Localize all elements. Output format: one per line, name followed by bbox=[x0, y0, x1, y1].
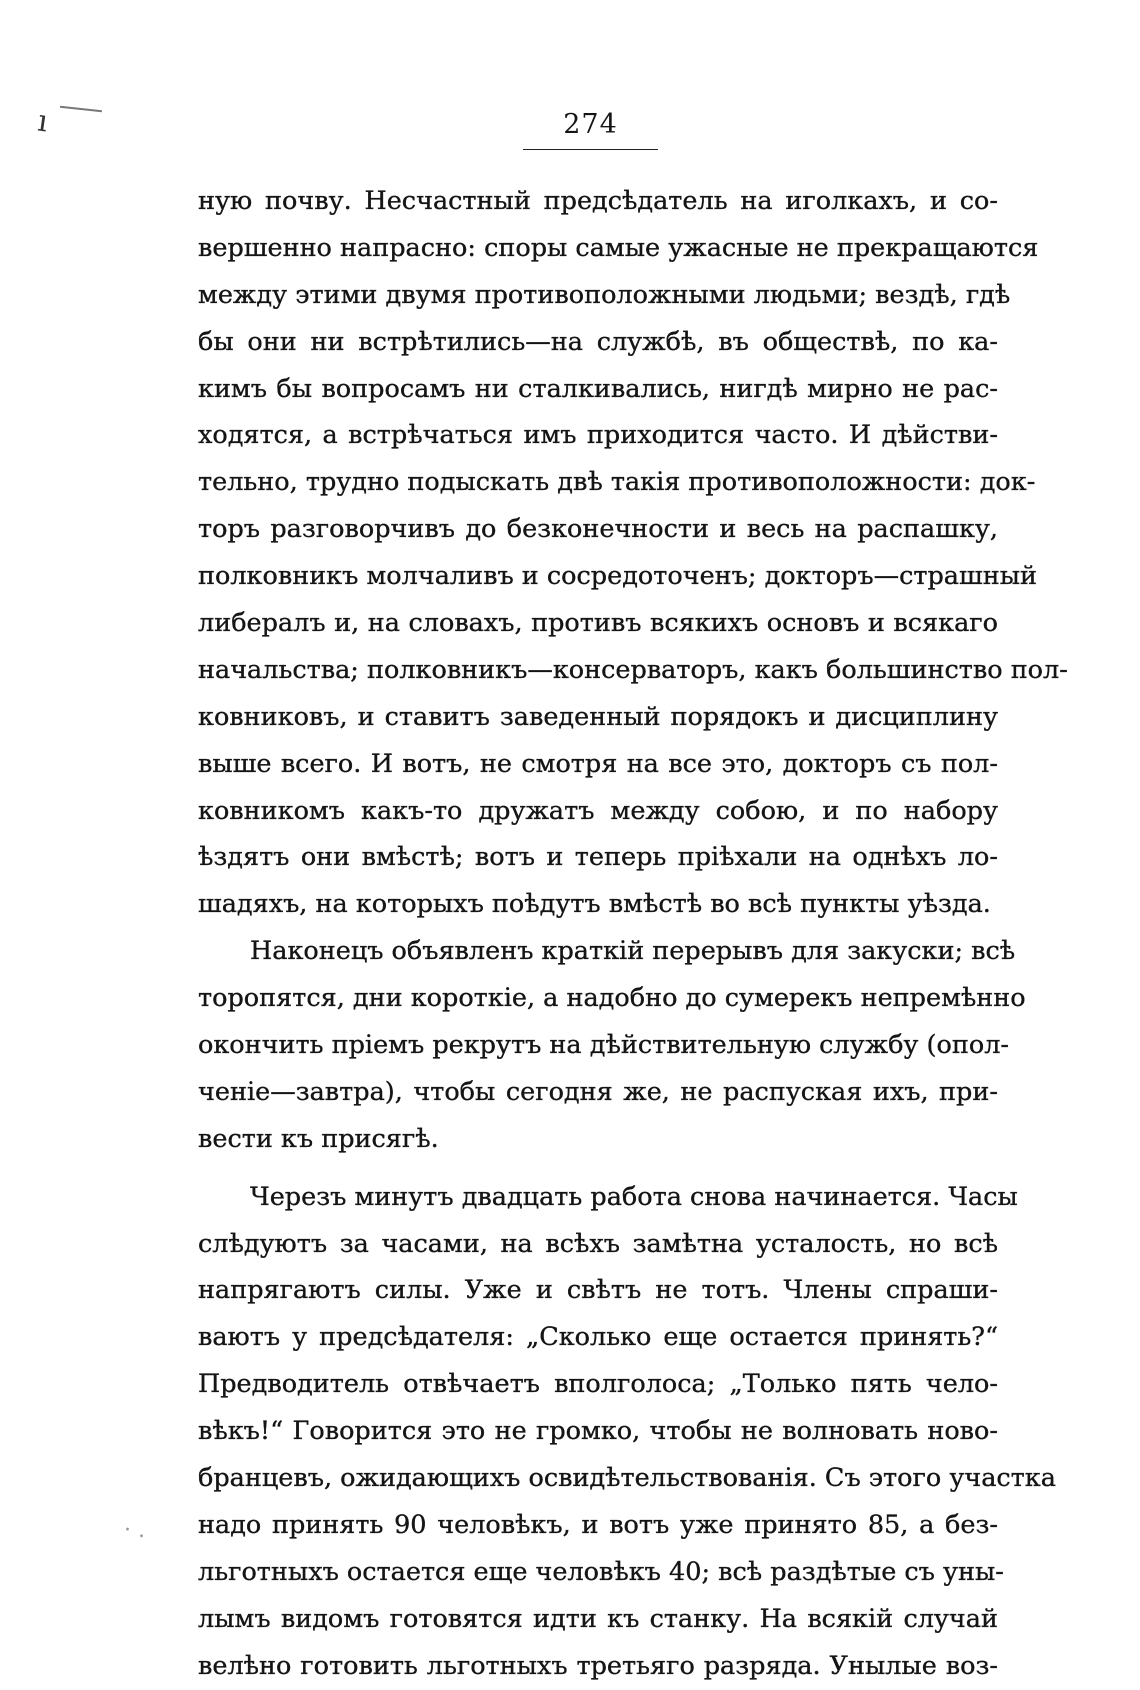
text-line: напрягаютъ силы. Уже и свѣтъ не тотъ. Члены спраши- bbox=[198, 1275, 998, 1306]
text-line: начальства; полковникъ—консерваторъ, какъ большинство пол- bbox=[198, 654, 1068, 685]
text-line: кимъ бы вопросамъ ни сталкивались, нигдѣ мирно не рас- bbox=[198, 373, 998, 404]
stray-ink-mark: ı bbox=[35, 103, 50, 140]
text-line: бранцевъ, ожидающихъ освидѣтельствованія. Съ этого участка bbox=[198, 1463, 1056, 1494]
text-line: ходятся, а встрѣчаться имъ приходится часто. И дѣйстви- bbox=[198, 420, 998, 451]
text-line: ковниковъ, и ставитъ заведенный порядокъ и дисциплину bbox=[198, 701, 998, 732]
text-line: ваютъ у предсѣдателя: „Сколько еще остается принять?“ bbox=[198, 1322, 998, 1353]
text-line: лымъ видомъ готовятся идти къ станку. На всякій случай bbox=[198, 1603, 998, 1634]
text-line: льготныхъ остается еще человѣкъ 40; всѣ раздѣтые съ уны- bbox=[198, 1556, 1004, 1587]
text-line: вершенно напрасно: споры самые ужасные не прекращаются bbox=[198, 232, 1039, 263]
page-header bbox=[523, 110, 658, 150]
text-line: бы они ни встрѣтились—на службѣ, въ обществѣ, по ка- bbox=[198, 326, 998, 357]
text-line: ѣздятъ они вмѣстѣ; вотъ и теперь пріѣхали на однѣхъ ло- bbox=[198, 842, 998, 873]
text-line: ковникомъ какъ-то дружатъ между собою, и по набору bbox=[198, 795, 998, 826]
text-line: вѣкъ!“ Говорится это не громко, чтобы не волновать ново- bbox=[198, 1416, 998, 1447]
paragraph-first-line: Черезъ минутъ двадцать работа снова начинается. Часы bbox=[250, 1181, 1018, 1212]
text-line: ченіе—завтра), чтобы сегодня же, не распуская ихъ, при- bbox=[198, 1076, 998, 1107]
text-line: вести къ присягѣ. bbox=[198, 1123, 439, 1154]
text-line: торъ разговорчивъ до безконечности и весь на распашку, bbox=[198, 514, 998, 545]
text-line: надо принять 90 человѣкъ, и вотъ уже принято 85, а без- bbox=[198, 1509, 998, 1540]
text-line: слѣдуютъ за часами, на всѣхъ замѣтна усталость, но всѣ bbox=[198, 1228, 998, 1259]
stray-ink-dots: · . bbox=[124, 1518, 145, 1543]
text-line: торопятся, дни короткіе, а надобно до сумерекъ непремѣнно bbox=[198, 983, 1026, 1014]
text-line: тельно, трудно подыскать двѣ такія противоположности: док- bbox=[198, 467, 1036, 498]
body-text bbox=[198, 178, 1068, 1690]
text-line: между этими двумя противоположными людьми; вездѣ, гдѣ bbox=[198, 279, 1011, 310]
paragraph-first-line: Наконецъ объявленъ краткій перерывъ для закуски; всѣ bbox=[250, 936, 1016, 967]
text-line: ную почву. Несчастный предсѣдатель на иголкахъ, и со- bbox=[198, 186, 998, 216]
stray-ink-dash bbox=[60, 106, 102, 112]
text-line: шадяхъ, на которыхъ поѣдутъ вмѣстѣ во всѣ пункты уѣзда. bbox=[198, 889, 991, 920]
page-number: 274 bbox=[563, 109, 618, 140]
text-line: выше всего. И вотъ, не смотря на все это, докторъ съ пол- bbox=[198, 748, 998, 779]
text-line: Предводитель отвѣчаетъ вполголоса; „Только пять чело- bbox=[198, 1369, 998, 1400]
text-line: либералъ и, на словахъ, противъ всякихъ основъ и всякаго bbox=[198, 608, 998, 639]
text-line: велѣно готовить льготныхъ третьяго разряда. Унылые воз- bbox=[198, 1650, 998, 1681]
header-rule bbox=[523, 149, 658, 150]
text-line: окончить пріемъ рекрутъ на дѣйствительную службу (опол- bbox=[198, 1030, 1010, 1061]
text-line: полковникъ молчаливъ и сосредоточенъ; докторъ—страшный bbox=[198, 561, 1037, 592]
